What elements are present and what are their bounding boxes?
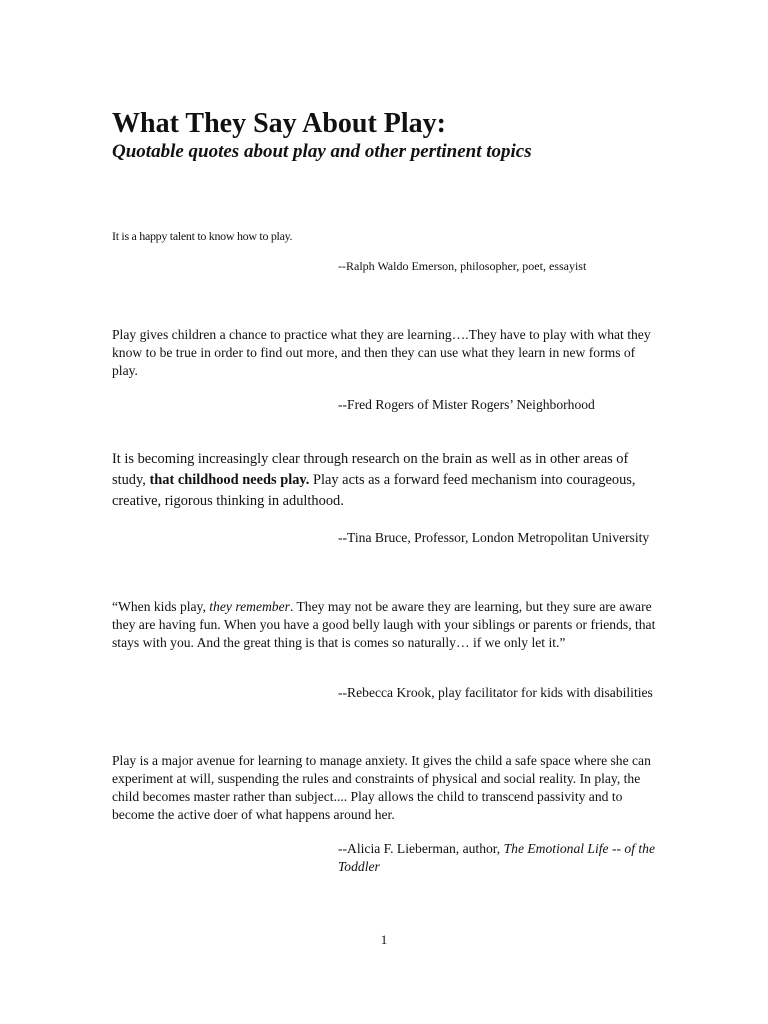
page-number: 1 — [380, 932, 388, 947]
quote-text-krook-end: . They may not be aware they are learning, but they sure are aware they are having fun. When you have a good belly laugh with your siblings or parents or friends, that stays with you. And the great thing is that is comes so naturally… if we only let it.” — [112, 599, 656, 650]
quote-text-krook-emphasis: they remember — [209, 599, 290, 614]
quote-text-bruce-end: Play acts as a forward feed mechanism into courageous, creative, rigorous thinking in adulthood. — [112, 472, 636, 509]
page-subtitle: Quotable quotes about play and other pertinent topics — [112, 141, 532, 162]
quote-text-bruce-emphasis: that childhood needs play. — [149, 472, 310, 488]
quote-text-bruce — [112, 449, 657, 512]
quote-text-bruce-start: It is becoming increasingly clear through research on the brain as well as in other areas of study, — [112, 451, 629, 488]
quote-attribution-emerson: --Ralph Waldo Emerson, philosopher, poet, essayist — [338, 259, 587, 273]
quote-attribution-rogers: --Fred Rogers of Mister Rogers’ Neighborhood — [338, 397, 595, 412]
page-title: What They Say About Play: — [112, 108, 446, 139]
quote-text-rogers: Play gives children a chance to practice what they are learning….They have to play with what they know to be true in order to find out more, and then they can use what they learn in new forms of play. — [112, 327, 651, 378]
quote-text-emerson: It is a happy talent to know how to play. — [112, 229, 293, 243]
quote-text-krook — [112, 598, 657, 652]
quote-text-krook-start: “When kids play, — [112, 599, 210, 614]
quote-text-lieberman: Play is a major avenue for learning to manage anxiety. It gives the child a safe space where she can experiment at will, suspending the rules and constraints of physical and social reality. In play, the child becomes master rather than subject.... Play allows the child to transcend passivity and to become the active doer of what happens around her. — [112, 753, 651, 822]
quote-attribution-krook: --Rebecca Krook, play facilitator for kids with disabilities — [338, 685, 653, 700]
quote-attribution-lieberman-book: The Emotional Life -- of the Toddler — [338, 841, 655, 874]
quote-attribution-bruce: --Tina Bruce, Professor, London Metropolitan University — [338, 530, 650, 545]
quote-attribution-lieberman — [338, 840, 658, 876]
quote-attribution-lieberman-author: --Alicia F. Lieberman, author, — [338, 841, 504, 856]
